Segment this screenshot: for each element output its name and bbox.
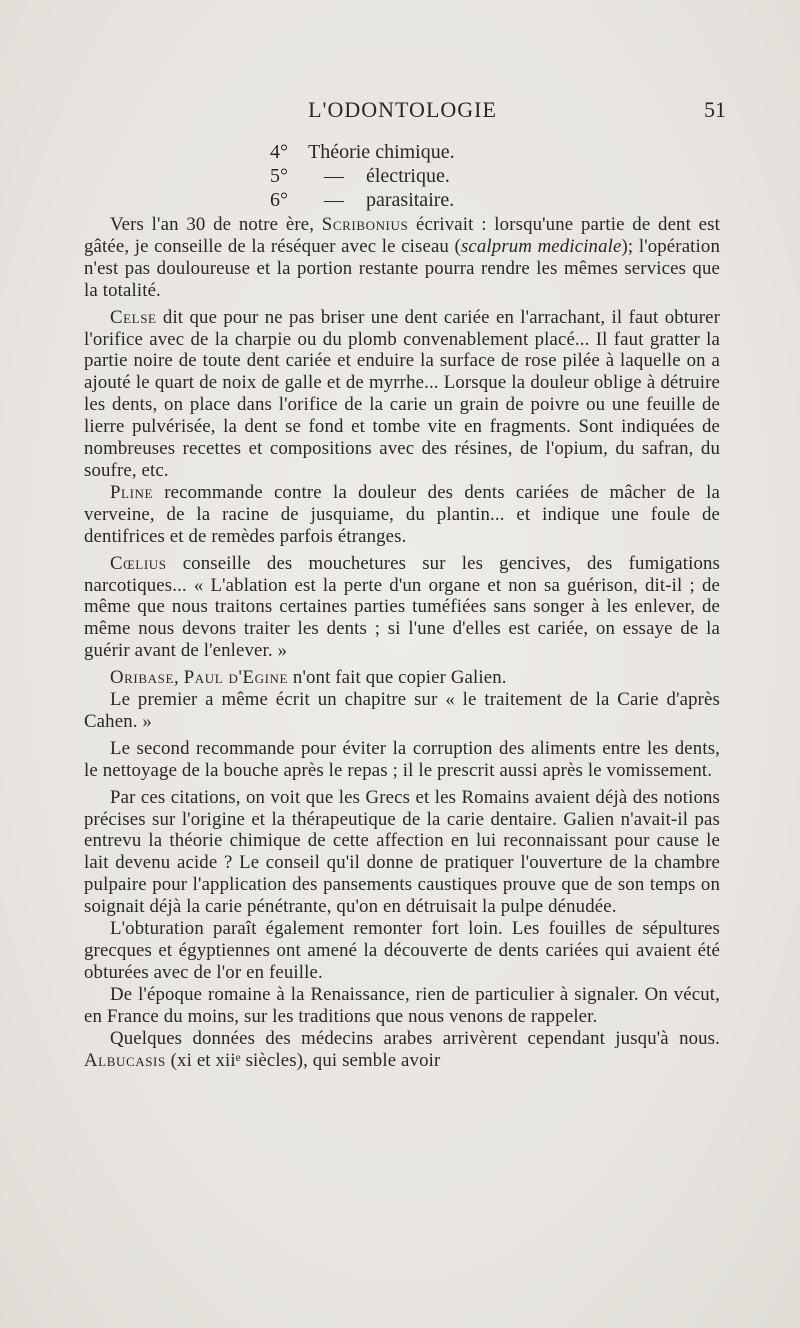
author-name: Cœlius xyxy=(110,552,167,574)
theory-list xyxy=(270,140,570,212)
body-text xyxy=(84,214,720,1071)
author-name: Paul d'Egine xyxy=(183,667,289,689)
text-run: L'obturation paraît également remonter fort loin. Les fouilles de sépultures grecques et égyptiennes ont amené la découverte de dents cariées qui avaient été obturées avec de l'or en feuille. xyxy=(84,918,720,983)
paragraph-celse xyxy=(84,307,720,482)
text-run: (xi et xiiᵉ siècles), qui semble avoir xyxy=(165,1049,441,1071)
paragraph-arabes xyxy=(84,1028,720,1072)
text-run: Quelques données des médecins arabes arrivèrent cependant jusqu'à nous. xyxy=(110,1027,720,1049)
paragraph-coelius xyxy=(84,553,720,663)
text-run: ); l'opération n'est pas douloureuse et la portion restante pourra rendre les mêmes services que la totalité. xyxy=(84,235,721,301)
paragraph-obturation xyxy=(84,918,720,984)
list-item-dash: — xyxy=(324,189,344,211)
author-name: Pline xyxy=(110,481,154,503)
page-header xyxy=(85,97,726,131)
paragraph-renaissance xyxy=(84,984,720,1028)
page-number: 51 xyxy=(704,97,726,122)
paragraph-oribase xyxy=(84,667,720,689)
list-item xyxy=(270,188,570,212)
text-run: De l'époque romaine à la Renaissance, rien de particulier à signaler. On vécut, en France du moins, sur les traditions que nous venons de rappeler. xyxy=(84,983,720,1027)
list-item xyxy=(270,164,570,188)
text-run: conseille des mouchetures sur les gencives, des fumigations narcotiques... « L'ablation est la perte d'un organe et non sa guérison, dit-il ; de même que nous traitons certaines parties tuméfiées sans songer à les enlever, de même nous devons traiter les dents ; si l'une d'elles est cariée, on essaye de la guérir avant de l'enlever. » xyxy=(84,552,720,662)
list-item xyxy=(270,140,570,164)
list-item-dash: — xyxy=(324,165,344,187)
list-item-text: électrique. xyxy=(366,165,450,187)
text-run: n'ont fait que copier Galien. xyxy=(288,667,507,689)
text-run: écrivait : lorsqu'une partie de dent est gâtée, je conseille de la réséquer avec le ciseau ( xyxy=(84,214,720,257)
text-run: dit que pour ne pas briser une dent cariée en l'arrachant, il faut obturer l'orifice avec de la charpie ou du plomb convenablement placé... Il faut gratter la partie noire de toute dent cariée et enduire la surface de rose pilée à laquelle on a ajouté le quart de noix de galle et de myrrhe... Lorsque la douleur oblige à détruire les dents, on place dans l'orifice de la carie un grain de poivre ou une feuille de lierre pulvérisée, la dent se fond et tombe vite en fragments. Sont indiquées de nombreuses recettes et compositions avec des résines, de l'opium, du safran, du soufre, etc. xyxy=(84,306,720,481)
text-run: Par ces citations, on voit que les Grecs et les Romains avaient déjà des notions précises sur l'origine et la thérapeutique de la carie dentaire. Galien n'avait-il pas entrevu la théorie chimique de cette affection en lui reconnaissant pour cause le lait devenu acide ? Le conseil qu'il donne de pratiquer l'ouverture de la chambre pulpaire pour l'application des pansements caustiques prouve que de son temps on soignait déjà la carie pénétrante, qu'on en détruisait la pulpe dénudée. xyxy=(84,786,720,918)
text-run: , xyxy=(174,667,184,689)
latin-term: scalprum medicinale xyxy=(460,235,622,257)
paragraph-citations xyxy=(84,787,720,918)
author-name: Scribonius xyxy=(321,214,409,235)
author-name: Oribase xyxy=(110,667,174,689)
author-name: Celse xyxy=(110,306,157,328)
paragraph-second xyxy=(84,738,720,782)
running-title: L'ODONTOLOGIE xyxy=(308,97,497,122)
paragraph-pline xyxy=(84,482,720,548)
text-run: recommande contre la douleur des dents cariées de mâcher de la verveine, de la racine de jusquiame, du plantin... et indique une foule de dentifrices et de remèdes parfois étranges. xyxy=(84,481,720,547)
text-run: Vers l'an 30 de notre ère, xyxy=(110,214,322,235)
paragraph-premier xyxy=(84,689,720,733)
list-item-number: 6° xyxy=(270,189,288,211)
text-run: Le second recommande pour éviter la corruption des aliments entre les dents, le nettoyage de la bouche après le repas ; il le prescrit aussi après le vomissement. xyxy=(84,737,720,781)
text-run: Le premier a même écrit un chapitre sur « le traitement de la Carie d'après Cahen. » xyxy=(84,689,720,732)
paragraph-scribonius xyxy=(84,214,720,302)
list-item-number: 4° xyxy=(270,141,288,163)
list-item-text: Théorie chimique. xyxy=(308,141,455,163)
author-name: Albucasis xyxy=(84,1049,166,1071)
list-item-text: parasitaire. xyxy=(366,189,455,211)
list-item-number: 5° xyxy=(270,165,288,187)
